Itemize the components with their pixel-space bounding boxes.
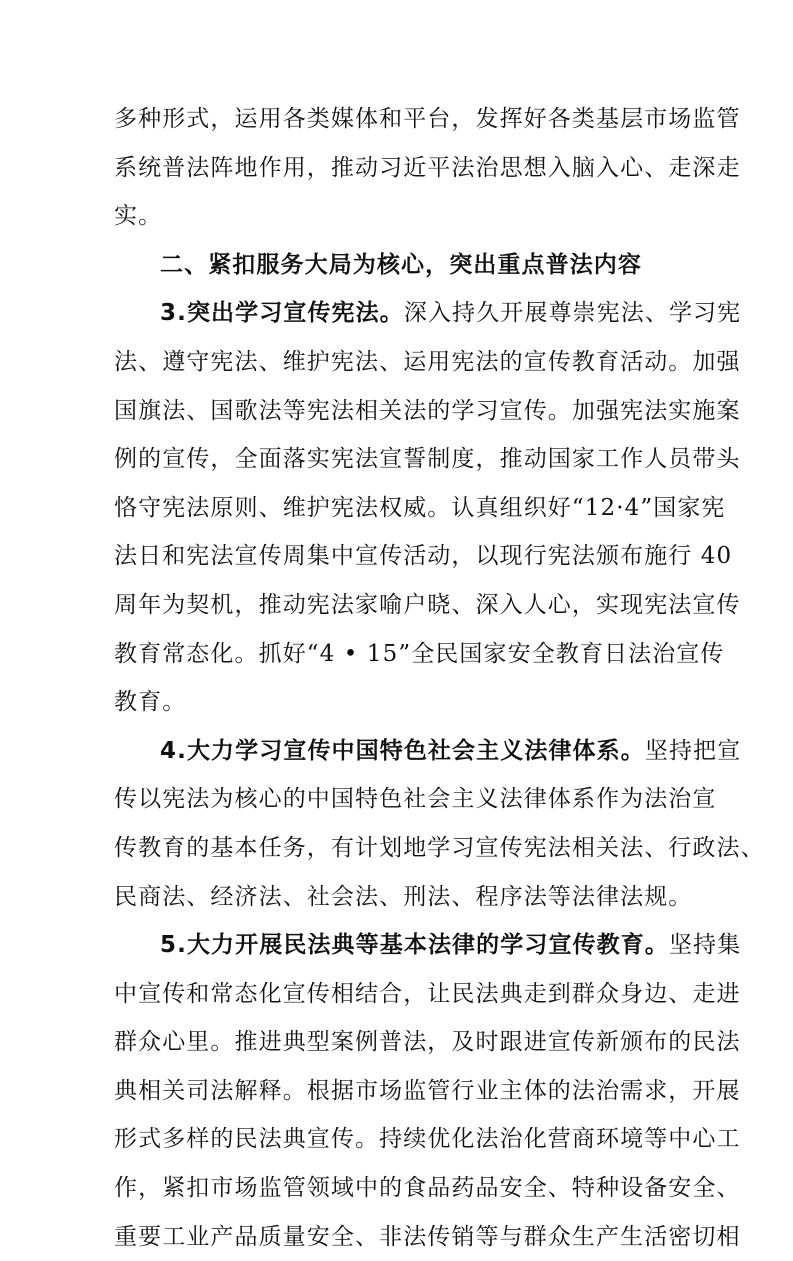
text-line: 教育常态化。抓好“4 • 15”全民国家安全教育日法治宣传 [114, 640, 725, 667]
paragraph-text: 坚持集 [668, 932, 742, 959]
text-line: 法、遵守宪法、维护宪法、运用宪法的宣传教育活动。加强 [114, 348, 741, 375]
text-line: 实。 [114, 203, 163, 230]
text-line: 例的宣传，全面落实宪法宣誓制度，推动国家工作人员带头 [114, 446, 741, 473]
text-line: 作，紧扣市场监管领域中的食品药品安全、特种设备安全、 [114, 1175, 741, 1202]
text-line: 恪守宪法原则、维护宪法权威。认真组织好“12·4”国家宪 [114, 494, 726, 521]
paragraph-line [114, 289, 742, 338]
text-line: 重要工业产品质量安全、非法传销等与群众生产生活密切相 [114, 1223, 741, 1250]
text-line: 典相关司法解释。根据市场监管行业主体的法治需求，开展 [114, 1077, 741, 1104]
section-heading: 二、紧扣服务大局为核心，突出重点普法内容 [160, 251, 642, 278]
text-line: 中宣传和常态化宣传相结合，让民法典走到群众身边、走进 [114, 980, 741, 1007]
paragraph-lead: 3.突出学习宣传宪法。 [160, 300, 404, 327]
text-line: 形式多样的民法典宣传。持续优化法治化营商环境等中心工 [114, 1126, 741, 1153]
text-line: 系统普法阵地作用，推动习近平法治思想入脑入心、走深走 [114, 154, 741, 181]
text-line: 教育。 [114, 689, 187, 716]
paragraph-lead: 4.大力学习宣传中国特色社会主义法律体系。 [160, 737, 645, 764]
text-line: 传以宪法为核心的中国特色社会主义法律体系作为法治宣 [114, 786, 717, 813]
text-line: 多种形式，运用各类媒体和平台，发挥好各类基层市场监管 [114, 106, 741, 132]
paragraph-text: 深入持久开展尊崇宪法、学习宪 [403, 300, 742, 327]
text-line: 传教育的基本任务，有计划地学习宣传宪法相关法、行政法、 [114, 834, 765, 861]
text-line: 法日和宪法宣传周集中宣传活动，以现行宪法颁布施行 40 [114, 543, 733, 570]
text-line: 群众心里。推进典型案例普法，及时跟进宣传新颁布的民法 [114, 1029, 741, 1056]
text-line: 国旗法、国歌法等宪法相关法的学习宣传。加强宪法实施案 [114, 397, 741, 424]
paragraph-line [114, 727, 742, 776]
paragraph-line [114, 921, 742, 970]
text-line: 民商法、经济法、社会法、刑法、程序法等法律法规。 [114, 883, 693, 910]
paragraph-text: 坚持把宣 [644, 737, 742, 764]
text-line: 周年为契机，推动宪法家喻户晓、深入人心，实现宪法宣传 [114, 591, 741, 618]
paragraph-lead: 5.大力开展民法典等基本法律的学习宣传教育。 [160, 932, 669, 959]
document-body [114, 95, 765, 1261]
